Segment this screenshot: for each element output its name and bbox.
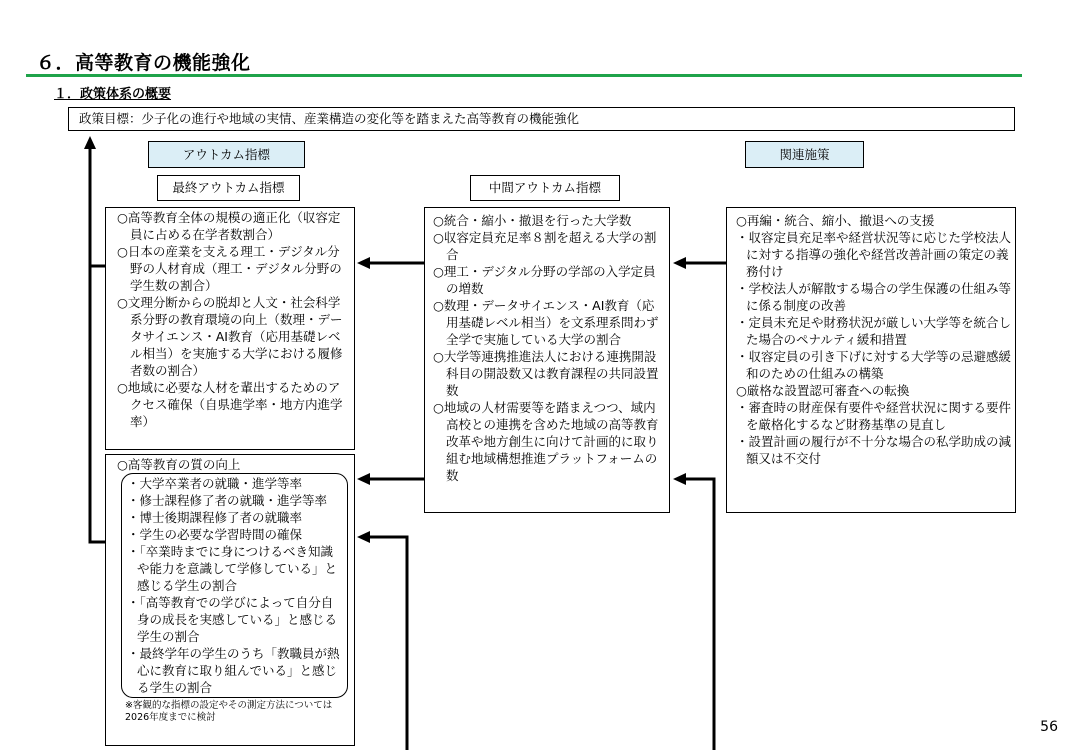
arrowhead-left: [357, 473, 370, 485]
mid-indicator-item: ○統合・縮小・撤退を行った大学数: [433, 213, 632, 228]
page-number: 56: [1040, 719, 1058, 735]
mid-indicator-item: ○理工・デジタル分野の学部の入学定員の増数: [433, 264, 656, 296]
measure-item: ・審査時の財産保有要件や経営状況に関する要件を厳格化するなど財務基準の見直し: [736, 400, 1012, 432]
final-indicator-item: ○文理分断からの脱却と人文・社会科学系分野の教育環境の向上（数理・データサイエンス・AI教育（応用基礎レベル相当）を実施する大学における履修者数の割合）: [117, 295, 343, 378]
policy-goal-box: 政策目標：少子化の進行や地域の実情、産業構造の変化等を踏まえた高等教育の機能強化: [68, 107, 1015, 131]
related-measures-label: 関連施策: [745, 141, 864, 168]
measure-heading: ○再編・統合、縮小、撤退への支援: [736, 213, 935, 228]
mid-indicator-item: ○地域の人材需要等を踏まえつつ、域内高校との連携を含めた地域の高等教育改革や地方創生に向けて計画的に取り組む地域構想推進プラットフォームの数: [433, 400, 659, 483]
quality-note: ※客観的な指標の設定やその測定方法については2026年度までに検討: [125, 700, 333, 723]
bottom-to-mid-line: [684, 479, 714, 750]
measure-item: ・定員未充足や財務状況が厳しい大学等を統合した場合のペナルティ緩和措置: [736, 315, 1012, 347]
measure-item: ・収容定員充足率や経営状況等に応じた学校法人に対する指導の強化や経営改善計画の策定の義務付け: [736, 230, 1012, 279]
outcome-indicator-label: アウトカム指標: [148, 141, 305, 168]
final-outcome-label: 最終アウトカム指標: [157, 175, 300, 201]
quality-item: ・最終学年の学生のうち「教職員が熱心に教育に取り組んでいる」と感じる学生の割合: [127, 646, 340, 695]
page-title: ６．高等教育の機能強化: [36, 52, 251, 74]
measure-heading: ○厳格な設置認可審査への転換: [736, 383, 910, 398]
mid-indicator-item: ○数理・データサイエンス・AI教育（応用基礎レベル相当）を文系理系問わず全学で実施している大学の割合: [433, 298, 659, 347]
quality-item: ・「卒業時までに身につけるべき知識や能力を意識して学修している」と感じる学生の割合: [127, 544, 338, 593]
final-indicator-item: ○日本の産業を支える理工・デジタル分野の人材育成（理工・デジタル分野の学生数の割合）: [117, 244, 342, 293]
arrowhead-left: [357, 257, 370, 269]
goal-arrow-line: [90, 147, 105, 542]
quality-item: ・「高等教育での学びによって自分自身の成長を実感している」と感じる学生の割合: [127, 595, 338, 644]
section-subtitle: １．政策体系の概要: [54, 87, 172, 102]
arrowhead-up: [84, 136, 96, 149]
quality-item: ・修士課程修了者の就職・進学等率: [127, 493, 328, 508]
mid-indicator-item: ○大学等連携推進法人における連携開設科目の開設数又は教育課程の共同設置数: [433, 349, 659, 398]
measure-item: ・学校法人が解散する場合の学生保護の仕組み等に係る制度の改善: [736, 281, 1012, 313]
quality-heading: ○高等教育の質の向上: [117, 457, 241, 472]
arrowhead-left: [673, 473, 686, 485]
quality-item: ・博士後期課程修了者の就職率: [127, 510, 303, 525]
quality-item: ・学生の必要な学習時間の確保: [127, 527, 303, 542]
quality-item: ・大学卒業者の就職・進学等率: [127, 476, 303, 491]
mid-indicator-item: ○収容定員充足率８割を超える大学の割合: [433, 230, 657, 262]
final-indicator-item: ○地域に必要な人材を輩出するためのアクセス確保（自県進学率・地方内進学率）: [117, 380, 343, 429]
arrowhead-left: [357, 531, 370, 543]
measure-item: ・設置計画の履行が不十分な場合の私学助成の減額又は不交付: [736, 434, 1012, 466]
mid-outcome-label: 中間アウトカム指標: [470, 175, 620, 201]
bottom-to-quality-line: [368, 537, 407, 750]
measure-item: ・収容定員の引き下げに対する大学等の忌避感緩和のための仕組みの構築: [736, 349, 1012, 381]
arrowhead-left: [673, 257, 686, 269]
final-indicator-item: ○高等教育全体の規模の適正化（収容定員に占める在学者数割合）: [117, 210, 341, 242]
